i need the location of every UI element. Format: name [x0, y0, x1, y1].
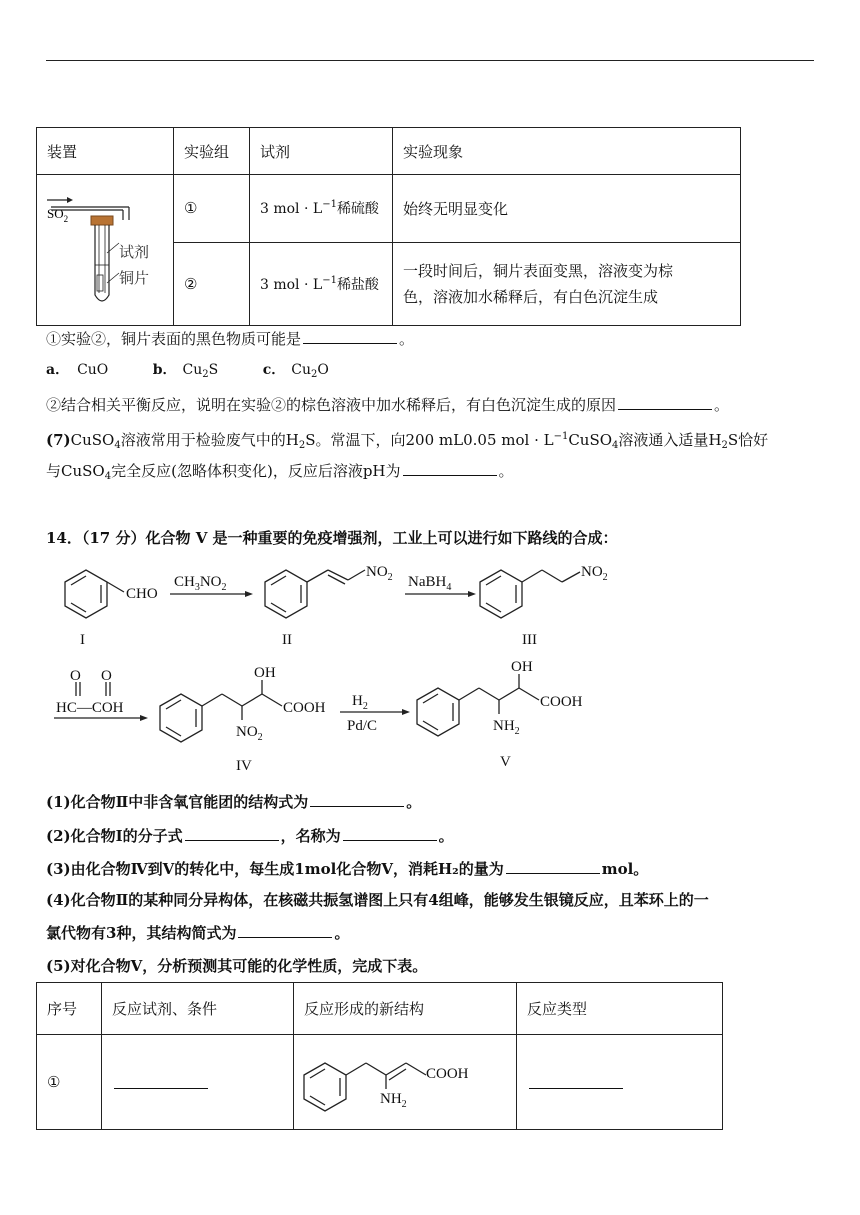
q14-part1: (1)化合物Ⅱ中非含氧官能团的结构式为 。: [46, 790, 421, 813]
q14-part5: (5)对化合物Ⅴ，分析预测其可能的化学性质，完成下表。: [46, 957, 428, 975]
nitro-III: $NO_2$: [581, 564, 608, 583]
answer-blank[interactable]: [618, 393, 712, 410]
oh-V: OH: [511, 659, 533, 675]
label-IV: IV: [236, 758, 252, 774]
reagent-2: 3 mol · $L^{-1}$稀盐酸: [250, 242, 393, 325]
reagent-label: 试剂: [119, 245, 150, 261]
apparatus-diagram: [37, 175, 173, 321]
glyoxylic-acid: HC—COH: [56, 700, 124, 716]
cooh-new: COOH: [426, 1066, 469, 1082]
glyoxylic-o2: O: [101, 668, 112, 684]
col-header-reagent: 试剂: [250, 128, 393, 175]
answer-blank[interactable]: [506, 857, 600, 874]
new-structure-diagram: [294, 1035, 506, 1125]
q13-part7-line1: (7)CuSO$_4$溶液常用于检验废气中的$H_2S$。常温下，向200 mL0.05 mol · $L^{-1}CuSO_4$溶液通入适量$H_2S$恰好: [46, 431, 769, 451]
q13-options: a． CuO b． $Cu_2S$ c． $Cu_2O$: [46, 362, 329, 380]
answer-blank[interactable]: [310, 790, 404, 807]
col-header-new-structure: 反应形成的新结构: [294, 983, 517, 1035]
phenomenon-2: 一段时间后，铜片表面变黑，溶液变为棕 色，溶液加水稀释后，有白色沉淀生成: [393, 242, 741, 325]
properties-table: [36, 982, 723, 1130]
reagent-1: 3 mol · $L^{-1}$稀硫酸: [250, 175, 393, 243]
reagent-pdc: Pd/C: [347, 718, 378, 734]
q14-part2: (2)化合物Ⅰ的分子式 ，名称为 。: [46, 824, 454, 847]
q14-part4-line2: 氯代物有3种，其结构简式为 。: [46, 921, 349, 944]
cooh-V: COOH: [540, 694, 583, 710]
col-header-group: 实验组: [174, 128, 250, 175]
answer-blank[interactable]: [529, 1072, 623, 1089]
reagent-nitromethane: $CH_3NO_2$: [174, 574, 227, 593]
answer-blank[interactable]: [238, 921, 332, 938]
col-header-reagent-condition: 反应试剂、条件: [102, 983, 294, 1035]
q13-part1: ①实验②，铜片表面的黑色物质可能是 。: [46, 327, 414, 350]
q14-title: 14．（17 分）化合物 V 是一种重要的免疫增强剂，工业上可以进行如下路线的合成：: [46, 529, 618, 547]
cooh-IV: COOH: [283, 700, 326, 716]
answer-blank[interactable]: [303, 327, 397, 344]
reagent-nabh4: NaBH$_4$: [408, 574, 452, 593]
answer-blank[interactable]: [403, 459, 497, 476]
apparatus-cell: [37, 175, 174, 326]
copper-label: 铜片: [119, 271, 150, 287]
new-structure-cell: [294, 1035, 517, 1130]
label-II: II: [282, 632, 292, 648]
amino-new: $NH_2$: [380, 1091, 407, 1110]
gas-label: $SO_2$: [47, 206, 69, 224]
nitro-II: $NO_2$: [366, 564, 393, 583]
q14-part4-line1: (4)化合物Ⅱ的某种同分异构体，在核磁共振氢谱图上只有4组峰，能够发生银镜反应，且苯环上的一: [46, 891, 709, 909]
label-V: V: [500, 754, 511, 770]
glyoxylic-o1: O: [70, 668, 81, 684]
header-rule: [46, 60, 814, 61]
reagent-h2: $H_2$: [352, 693, 368, 712]
col-header-apparatus: 装置: [37, 128, 174, 175]
nitro-IV: $NO_2$: [236, 724, 263, 743]
col-header-phenomenon: 实验现象: [393, 128, 741, 175]
answer-blank[interactable]: [185, 824, 279, 841]
amino-V: $NH_2$: [493, 718, 520, 737]
reaction-type-cell[interactable]: [517, 1035, 723, 1130]
col-header-reaction-type: 反应类型: [517, 983, 723, 1035]
reagent-blank-cell[interactable]: [102, 1035, 294, 1130]
answer-blank[interactable]: [343, 824, 437, 841]
answer-blank[interactable]: [114, 1072, 208, 1089]
label-III: III: [522, 632, 537, 648]
label-I: I: [80, 632, 85, 648]
row-no: ①: [37, 1035, 102, 1130]
q14-part3: (3)由化合物Ⅳ到Ⅴ的转化中，每生成1mol化合物Ⅴ，消耗H₂的量为 mol。: [46, 857, 648, 880]
phenomenon-1: 始终无明显变化: [393, 175, 741, 243]
synthesis-scheme: [40, 560, 820, 775]
oh-IV: OH: [254, 665, 276, 681]
q13-part7-line2: 与CuSO$_4$完全反应(忽略体积变化)，反应后溶液pH为 。: [46, 459, 514, 488]
group-1: ①: [174, 175, 250, 243]
experiment-table: [36, 127, 741, 326]
col-header-no: 序号: [37, 983, 102, 1035]
q13-part2: ②结合相关平衡反应，说明在实验②的棕色溶液中加水稀释后，有白色沉淀生成的原因 。: [46, 393, 729, 416]
group-2: ②: [174, 242, 250, 325]
cho-group: CHO: [126, 586, 158, 602]
